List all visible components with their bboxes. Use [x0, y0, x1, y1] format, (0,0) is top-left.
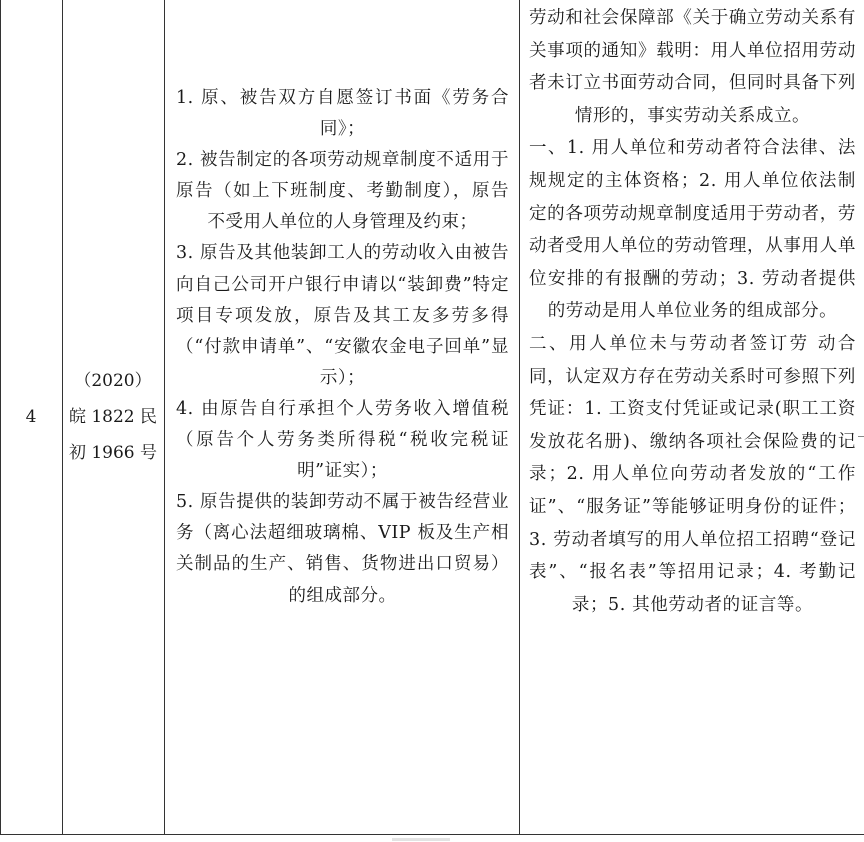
fact-item-4: 4. 由原告自行承担个人劳务收入增值税（原告个人劳务类所得税“税收完税证明”证实）； — [176, 398, 509, 482]
column-divider — [164, 0, 165, 834]
table-border-left — [0, 0, 1, 834]
fact-item-2: 2. 被告制定的各项劳动规章制度不适用于原告（如上下班制度、考勤制度），原告不受用人单位的人身管理及约束； — [176, 150, 509, 233]
column-divider — [519, 0, 520, 834]
case-number-cell — [62, 0, 164, 834]
column-divider — [62, 0, 63, 834]
facts-cell — [164, 0, 519, 834]
row-number: 4 — [25, 407, 37, 427]
row-number-cell — [0, 0, 62, 834]
law-intro: 劳动和社会保障部《关于确立劳动关系有关事项的通知》载明：用人单位招用劳动者未订立书面劳动合同，但同时具备下列情形的，事实劳动关系成立。 — [529, 8, 856, 126]
law-section-1: 一、1. 用人单位和劳动者符合法律、法规规定的主体资格；2. 用人单位依法制定的各项劳动规章制度适用于劳动者，劳动者受用人单位的劳动管理，从事用人单位安排的有报酬的劳动；3. 劳动者提供的劳动是用人单位业务的组成部分。 — [529, 138, 856, 322]
table-border-bottom — [0, 834, 864, 835]
case-number: （2020）皖 1822 民初 1966 号 — [68, 371, 158, 463]
legal-basis-cell — [519, 0, 864, 834]
fact-item-5: 5. 原告提供的装卸劳动不属于被告经营业务（离心法超细玻璃棉、VIP 板及生产相关制品的生产、销售、货物进出口贸易）的组成部分。 — [176, 492, 509, 606]
law-section-2: 二、用人单位未与劳动者签订劳 动合同，认定双方存在劳动关系时可参照下列凭证：1. 工资支付凭证或记录(职工工资发放花名册)、缴纳各项社会保险费的记录；2. 用人单位向劳动者发放的“工作证”、“服务证”等能够证明身份的证件；3. 劳动者填写的用人单位招工招聘“登记表”、“报名表”等招用记录；4. 考勤记录；5. 其他劳动者的证言等。 — [529, 333, 856, 615]
fact-item-3: 3. 原告及其他装卸工人的劳动收入由被告向自己公司开户银行申请以“装卸费”特定项目专项发放，原告及其工友多劳多得（“付款申请单”、“安徽农金电子回单”显示）； — [176, 243, 509, 388]
footer-mark — [392, 838, 450, 841]
edge-mark — [858, 436, 864, 437]
fact-item-1: 1. 原、被告双方自愿签订书面《劳务合同》； — [176, 88, 509, 140]
